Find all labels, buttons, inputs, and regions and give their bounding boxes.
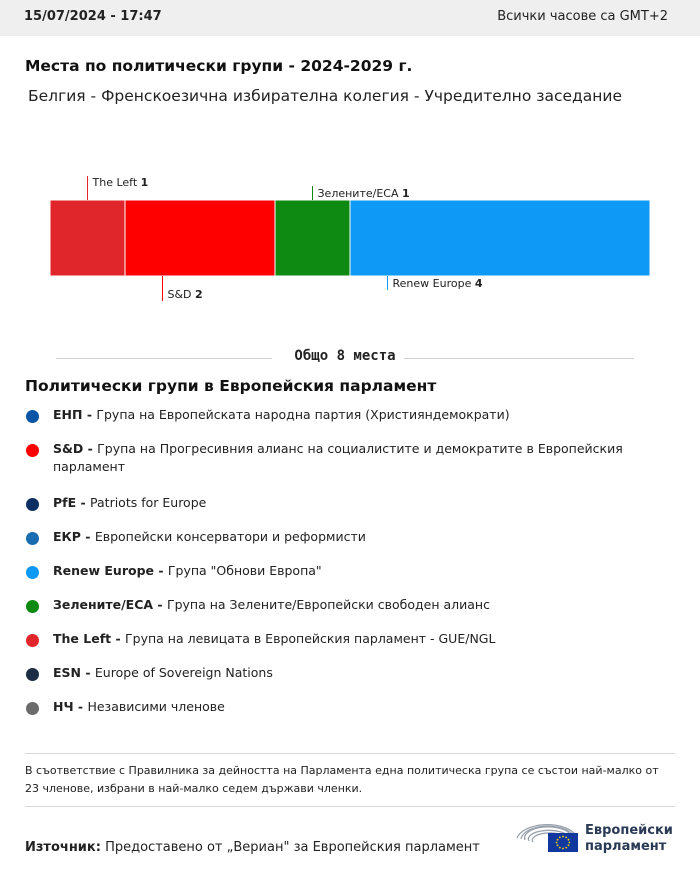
legend-dot: [26, 600, 39, 613]
legend-dot: [26, 532, 39, 545]
note-divider-top: [25, 753, 675, 754]
bar-label: Зелените/ЕСА 1: [317, 187, 410, 200]
legend-desc: Група на Европейската народна партия (Християндемократи): [96, 407, 510, 422]
legend-desc: Група на Зелените/Европейски свободен алианс: [166, 597, 490, 612]
legend-item: [25, 562, 665, 580]
datetime: 15/07/2024 - 17:47: [24, 9, 162, 24]
legend-desc: Група на левицата в Европейския парламент - GUE/NGL: [125, 631, 496, 646]
logo-line-2: парламент: [585, 839, 667, 854]
note-divider-bottom: [25, 806, 675, 807]
legend-dot: [26, 702, 39, 715]
legend-abbr: ЕНП -: [53, 407, 97, 422]
top-bar: [0, 0, 700, 36]
source-label: Източник:: [25, 840, 101, 855]
parliament-emblem-icon: [513, 814, 583, 854]
rules-note: В съответствие с Правилника за дейността на Парламента една политическа група се състои най-малко от 23 членове, избрани в най-малко седем държави членки.: [25, 764, 659, 795]
european-parliament-logo: [513, 814, 683, 858]
legend-dot: [26, 566, 39, 579]
legend-dot: [26, 498, 39, 511]
bar-label: The Left 1: [92, 176, 149, 189]
legend-abbr: S&D -: [53, 441, 98, 456]
legend-desc: Patriots for Europe: [90, 495, 207, 510]
logo-text: [585, 823, 673, 855]
legend-item: [25, 494, 665, 512]
source-text: Предоставено от „Вериан" за Европейския парламент: [105, 840, 480, 855]
legend-dot: [26, 410, 39, 423]
bar-segment: [350, 200, 650, 276]
legend-abbr: ESN -: [53, 665, 95, 680]
legend-item: [25, 596, 665, 614]
legend-desc: Европейски консерватори и реформисти: [94, 529, 366, 544]
chart-title: Места по политически групи - 2024-2029 г.: [25, 57, 413, 75]
bar-segment: [275, 200, 350, 276]
logo-line-1: Европейски: [585, 823, 673, 838]
legend-desc: Група "Обнови Европа": [167, 563, 322, 578]
seats-bar-chart: [0, 160, 700, 320]
legend-dot: [26, 634, 39, 647]
legend-desc: Група на Прогресивния алианс на социалистите и демократите в Европейския парламент: [53, 441, 623, 474]
legend-item: [25, 698, 665, 716]
legend-item: [25, 630, 665, 648]
legend-abbr: Зелените/ЕСА -: [53, 597, 167, 612]
bar-label: S&D 2: [167, 288, 203, 301]
bar-segment: [50, 200, 125, 276]
bar-segment: [125, 200, 275, 276]
timezone-note: Всички часове са GMT+2: [497, 9, 668, 24]
legend-abbr: The Left -: [53, 631, 126, 646]
legend-item: [25, 528, 665, 546]
legend-item: [25, 406, 665, 424]
legend-abbr: Renew Europe -: [53, 563, 168, 578]
legend-item: [25, 664, 665, 682]
total-seats-label: Общо 8 места: [294, 348, 396, 364]
bar-label: Renew Europe 4: [392, 277, 483, 290]
source: [25, 840, 480, 855]
legend-abbr: ЕКР -: [53, 529, 95, 544]
legend-desc: Независими членове: [87, 699, 225, 714]
legend-title: Политически групи в Европейския парламент: [25, 377, 437, 395]
legend-abbr: НЧ -: [53, 699, 88, 714]
chart-subtitle: Белгия - Френскоезична избирателна колегия - Учредително заседание: [28, 87, 622, 105]
total-seats: [56, 347, 634, 369]
legend-desc: Europe of Sovereign Nations: [94, 665, 273, 680]
legend-dot: [26, 444, 39, 457]
legend-abbr: PfE -: [53, 495, 91, 510]
legend-item: [25, 440, 665, 476]
legend-dot: [26, 668, 39, 681]
